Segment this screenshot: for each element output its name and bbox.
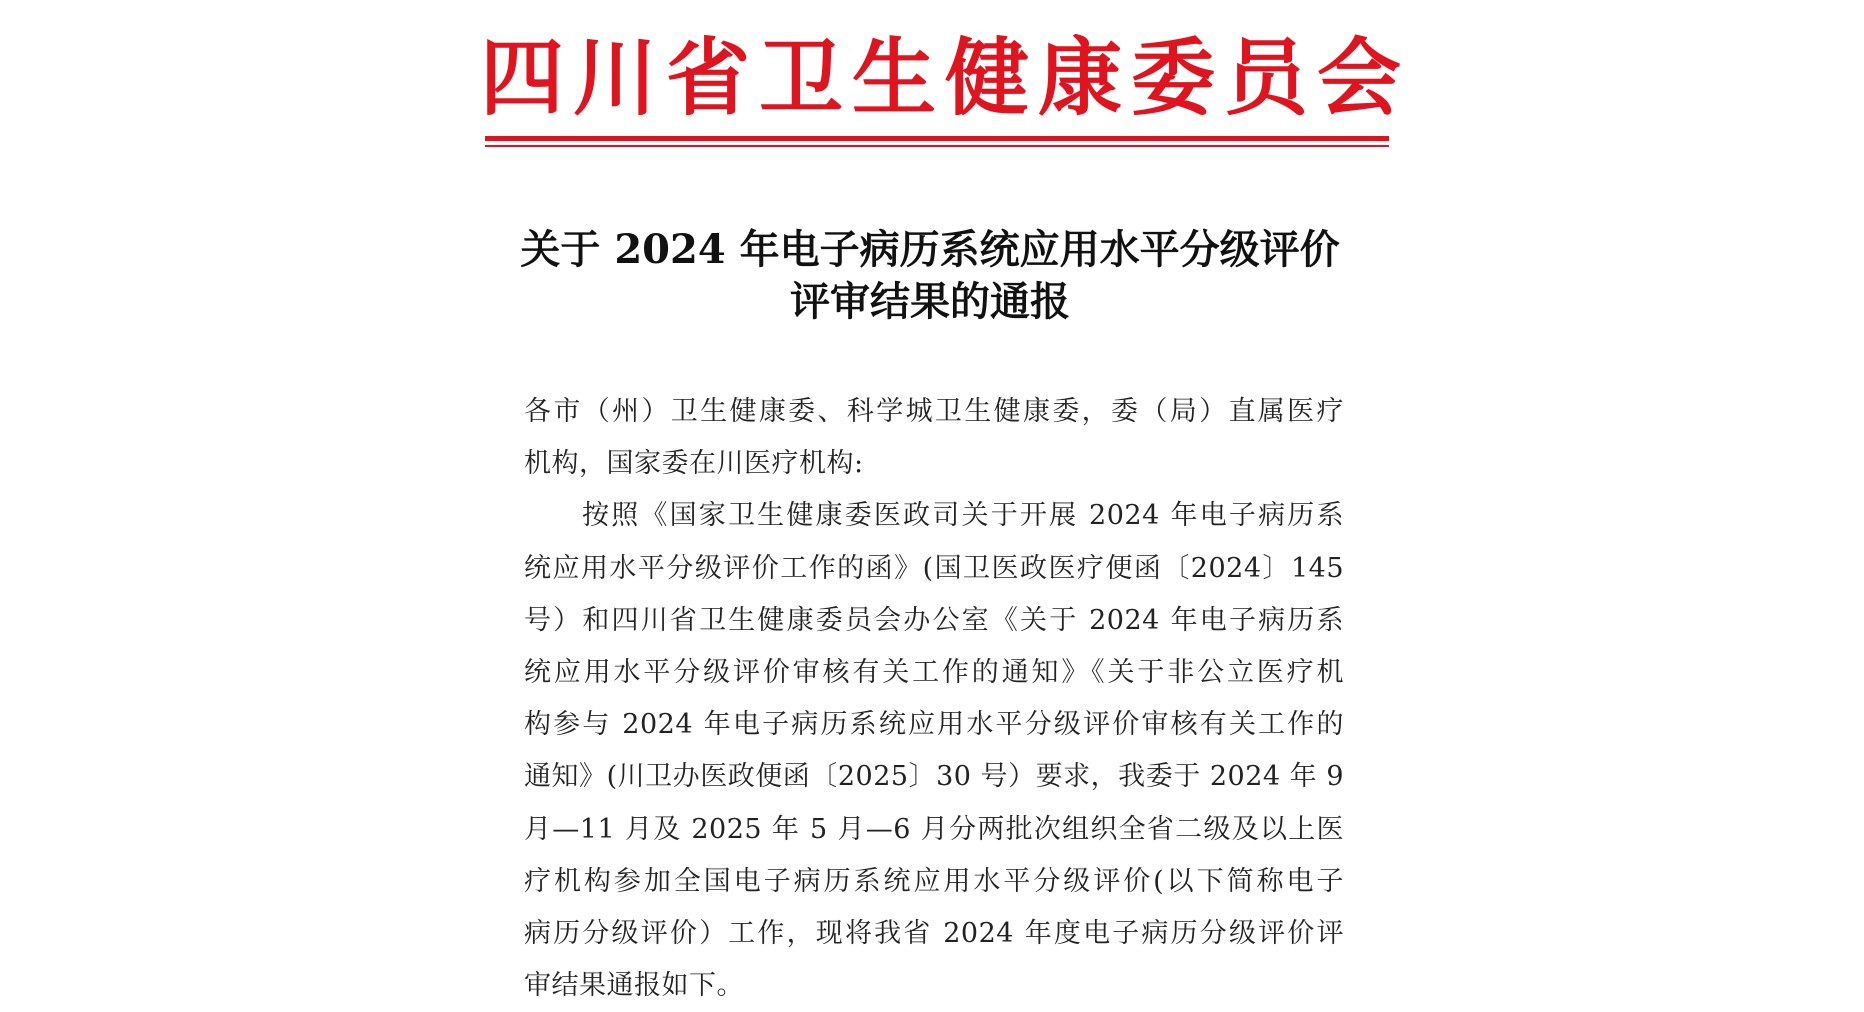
body-line: 病历分级评价）工作，现将我省 2024 年度电子病历分级评价评 [524,917,1344,949]
document-title-line-1: 关于 2024 年电子病历系统应用水平分级评价 [520,226,1340,273]
body-line: 机构，国家委在川医疗机构: [524,448,864,480]
letterhead-rule-thick [485,136,1389,141]
letterhead-title: 四川省卫生健康委员会 [480,28,1411,127]
document-title-line-2: 评审结果的通报 [790,278,1070,325]
body-line: 各市（州）卫生健康委、科学城卫生健康委，委（局）直属医疗 [524,396,1344,427]
body-line: 按照《国家卫生健康委医政司关于开展 2024 年电子病历系 [582,500,1344,532]
body-line: 通知》(川卫办医政便函〔2025〕30 号）要求，我委于 2024 年 9 [524,761,1344,793]
body-line: 号）和四川省卫生健康委员会办公室《关于 2024 年电子病历系 [524,604,1344,636]
body-line: 统应用水平分级评价审核有关工作的通知》《关于非公立医疗机 [524,656,1344,688]
body-line: 疗机构参加全国电子病历系统应用水平分级评价(以下简称电子 [524,865,1344,897]
body-line: 月—11 月及 2025 年 5 月—6 月分两批次组织全省二级及以上医 [524,813,1344,845]
body-line: 审结果通报如下。 [524,970,744,1002]
document-body [524,386,1344,1012]
body-line: 统应用水平分级评价工作的函》(国卫医政医疗便函〔2024〕145 [524,552,1344,584]
body-line: 构参与 2024 年电子病历系统应用水平分级评价审核有关工作的 [524,709,1344,741]
letterhead-rule-thin [485,145,1389,147]
